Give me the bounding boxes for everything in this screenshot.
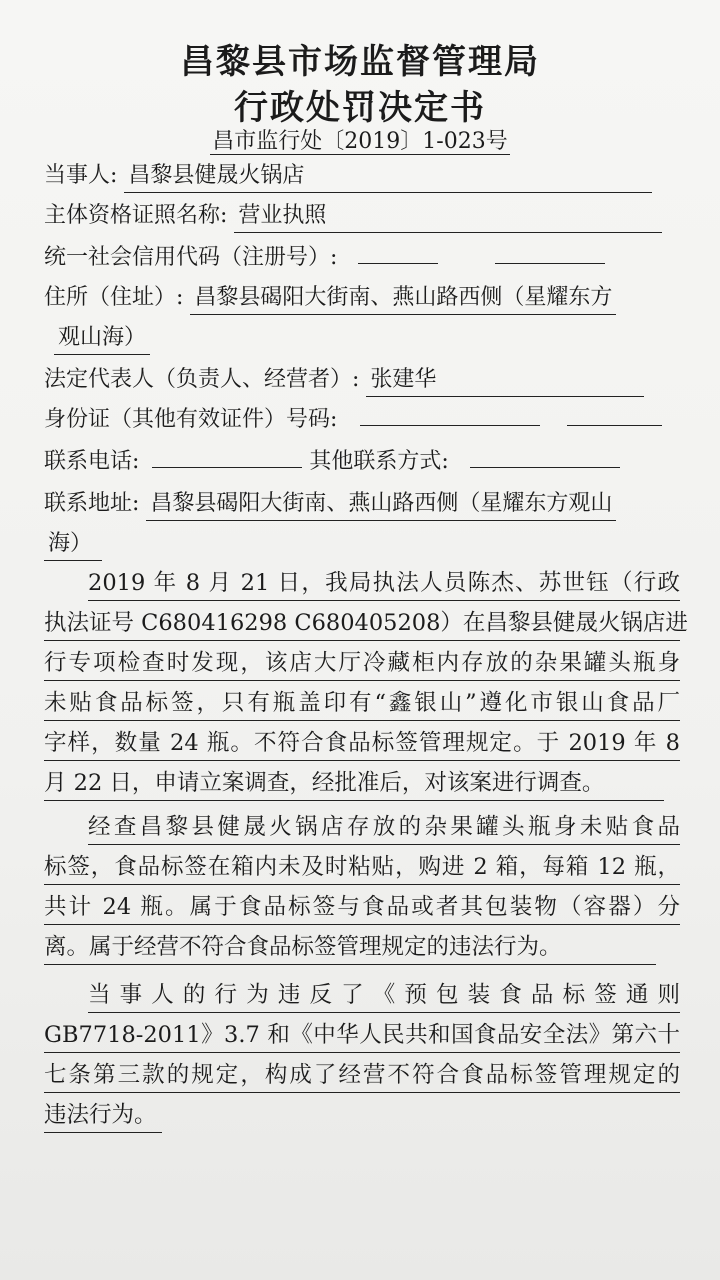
p2-line-1: 经查昌黎县健晟火锅店存放的杂果罐头瓶身未贴食品 — [88, 810, 680, 845]
address-value-line1: 昌黎县碣阳大街南、燕山路西侧（星耀东方 — [190, 282, 616, 315]
id-row — [44, 404, 662, 436]
credit-code-blank-1 — [358, 263, 438, 264]
document-number — [0, 124, 720, 155]
contact-address-label: 联系地址: — [44, 491, 140, 516]
id-blank-2 — [567, 425, 662, 426]
cert-label: 主体资格证照名称: — [44, 203, 228, 228]
p1-line-2: 执法证号 C680416298 C680405208）在昌黎县健晟火锅店进 — [44, 606, 680, 641]
address-label: 住所（住址）: — [44, 285, 184, 310]
other-contact-blank — [470, 467, 620, 468]
p3-line-1: 当事人的行为违反了《预包装食品标签通则 — [88, 978, 680, 1013]
p1-line-5: 字样，数量 24 瓶。不符合食品标签管理规定。于 2019 年 8 — [44, 726, 680, 761]
p1-line-3: 行专项检查时发现，该店大厅冷藏柜内存放的杂果罐头瓶身 — [44, 646, 680, 681]
contact-address-line2: 海） — [44, 528, 102, 561]
id-label: 身份证（其他有效证件）号码: — [44, 407, 338, 432]
legal-rep-value: 张建华 — [366, 364, 644, 397]
address-row-cont — [54, 322, 150, 354]
contact-address-line1: 昌黎县碣阳大街南、燕山路西侧（星耀东方观山 — [146, 488, 616, 521]
phone-blank — [152, 467, 302, 468]
agency-title: 昌黎县市场监督管理局 — [180, 42, 540, 82]
p3-line-4: 违法行为。 — [44, 1098, 162, 1133]
credit-code-blank-2 — [495, 263, 605, 264]
credit-code-row — [44, 242, 605, 274]
credit-code-label: 统一社会信用代码（注册号）: — [44, 245, 338, 270]
address-row — [44, 282, 616, 314]
document-number-text: 昌市监行处〔2019〕1-023号 — [212, 129, 508, 154]
party-row — [44, 160, 652, 192]
party-value: 昌黎县健晟火锅店 — [124, 160, 652, 193]
p3-line-2: GB7718-2011》3.7 和《中华人民共和国食品安全法》第六十 — [44, 1018, 680, 1053]
address-value-line2: 观山海） — [54, 322, 150, 355]
p1-line-6: 月 22 日，申请立案调查，经批准后，对该案进行调查。 — [44, 766, 664, 801]
p1-line-4: 未贴食品标签，只有瓶盖印有“鑫银山”遵化市银山食品厂 — [44, 686, 680, 721]
p1-line-1: 2019 年 8 月 21 日，我局执法人员陈杰、苏世钰（行政 — [88, 566, 680, 601]
id-blank-1 — [360, 425, 540, 426]
phone-row — [44, 446, 620, 478]
party-label: 当事人: — [44, 163, 118, 188]
p2-line-4: 离。属于经营不符合食品标签管理规定的违法行为。 — [44, 930, 656, 965]
cert-value: 营业执照 — [234, 200, 662, 233]
contact-address-row — [44, 488, 616, 520]
phone-label: 联系电话: — [44, 449, 140, 474]
cert-row — [44, 200, 662, 232]
legal-rep-row — [44, 364, 644, 396]
document-type-title: 行政处罚决定书 — [234, 88, 486, 128]
p3-line-3: 七条第三款的规定，构成了经营不符合食品标签管理规定的 — [44, 1058, 680, 1093]
other-contact-label: 其他联系方式: — [309, 449, 449, 474]
p2-line-3: 共计 24 瓶。属于食品标签与食品或者其包装物（容器）分 — [44, 890, 680, 925]
contact-address-row-cont — [44, 528, 102, 560]
p2-line-2: 标签，食品标签在箱内未及时粘贴，购进 2 箱，每箱 12 瓶， — [44, 850, 680, 885]
legal-rep-label: 法定代表人（负责人、经营者）: — [44, 367, 360, 392]
